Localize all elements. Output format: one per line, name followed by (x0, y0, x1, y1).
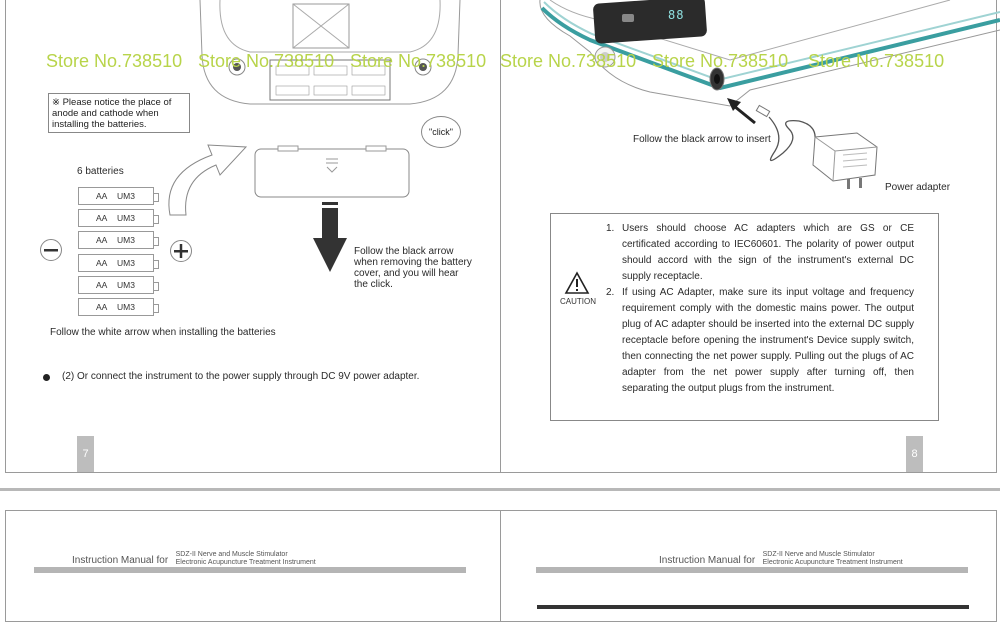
caution-item: 2. If using AC Adapter, make sure its input voltage and frequency requirement comply with the domestic mains power. The output plug of AC adapter should be inserted into the external DC supply receptacle before opening the instrument's Device supply switch, then connecting the net power supply. Pulling out the plugs of AC adapter from the net power supply after turning off, then separating the output plugs from the instrument. (606, 287, 914, 394)
watermark-text: Store No.738510 (350, 51, 487, 71)
black-remove-arrow (312, 202, 348, 274)
header-product-line1: SDZ-II Nerve and Muscle Stimulator (175, 551, 288, 558)
watermark-text: Store No.738510 (46, 51, 183, 71)
polarity-notice-text: ※ Please notice the place of anode and cathode when installing the batteries. (52, 97, 172, 130)
watermark-text: Store No.738510 (198, 51, 335, 71)
battery: AA UM3 (78, 276, 154, 294)
white-arrow-note: Follow the white arrow when installing the batteries (50, 327, 276, 338)
caution-list (606, 221, 914, 397)
battery: AA UM3 (78, 187, 154, 205)
batteries-count-label: 6 batteries (77, 166, 124, 177)
header-rule (34, 567, 466, 573)
bullet-dot (43, 374, 50, 381)
header-prefix: Instruction Manual for (659, 555, 756, 566)
header-prefix: Instruction Manual for (72, 555, 169, 566)
minus-terminal-icon (39, 238, 63, 262)
header-product-line2: Electronic Acupuncture Treatment Instrument (762, 559, 903, 566)
click-bubble (421, 116, 461, 148)
insert-note: Follow the black arrow to insert (633, 134, 771, 145)
watermark-text: Store No.738510 (652, 51, 789, 71)
led-display-reading: 88 (668, 8, 685, 22)
page-number-7: 7 (77, 436, 94, 472)
header-block-left (70, 551, 318, 567)
power-adapter-illustration (755, 95, 895, 195)
spread-separator (0, 488, 1000, 491)
polarity-notice (48, 93, 190, 133)
white-install-arrow (160, 135, 255, 220)
caution-item: 1. Users should choose AC adapters which are GS or CE certificated according to IEC60601. The polarity of power output should accord with the sign of the instrument's external DC supply receptacle. (606, 223, 914, 282)
battery: AA UM3 (78, 298, 154, 316)
store-watermark (0, 51, 1000, 75)
black-arrow-note: Follow the black arrow when removing the battery cover, and you will hear the click. (354, 246, 472, 290)
battery: AA UM3 (78, 209, 154, 227)
power-adapter-label: Power adapter (885, 182, 951, 193)
battery-cover (254, 145, 412, 201)
insert-arrow (725, 96, 759, 126)
power-adapter-option: (2) Or connect the instrument to the power supply through DC 9V power adapter. (62, 371, 420, 382)
plus-terminal-icon (169, 239, 193, 263)
caution-warning-icon (564, 271, 590, 295)
battery: AA UM3 (78, 254, 154, 272)
header-product-line2: Electronic Acupuncture Treatment Instrument (175, 559, 316, 566)
bottom-right-dark-bar (537, 605, 969, 609)
header-block-right (657, 551, 905, 567)
page-number-8: 8 (906, 436, 923, 472)
caution-label: CAUTION (560, 297, 596, 306)
click-label: "click" (429, 127, 453, 137)
header-product-line1: SDZ-II Nerve and Muscle Stimulator (762, 551, 875, 558)
header-rule (536, 567, 968, 573)
battery: AA UM3 (78, 231, 154, 249)
watermark-text: Store No.738510 (500, 51, 637, 71)
watermark-text: Store No.738510 (808, 51, 945, 71)
